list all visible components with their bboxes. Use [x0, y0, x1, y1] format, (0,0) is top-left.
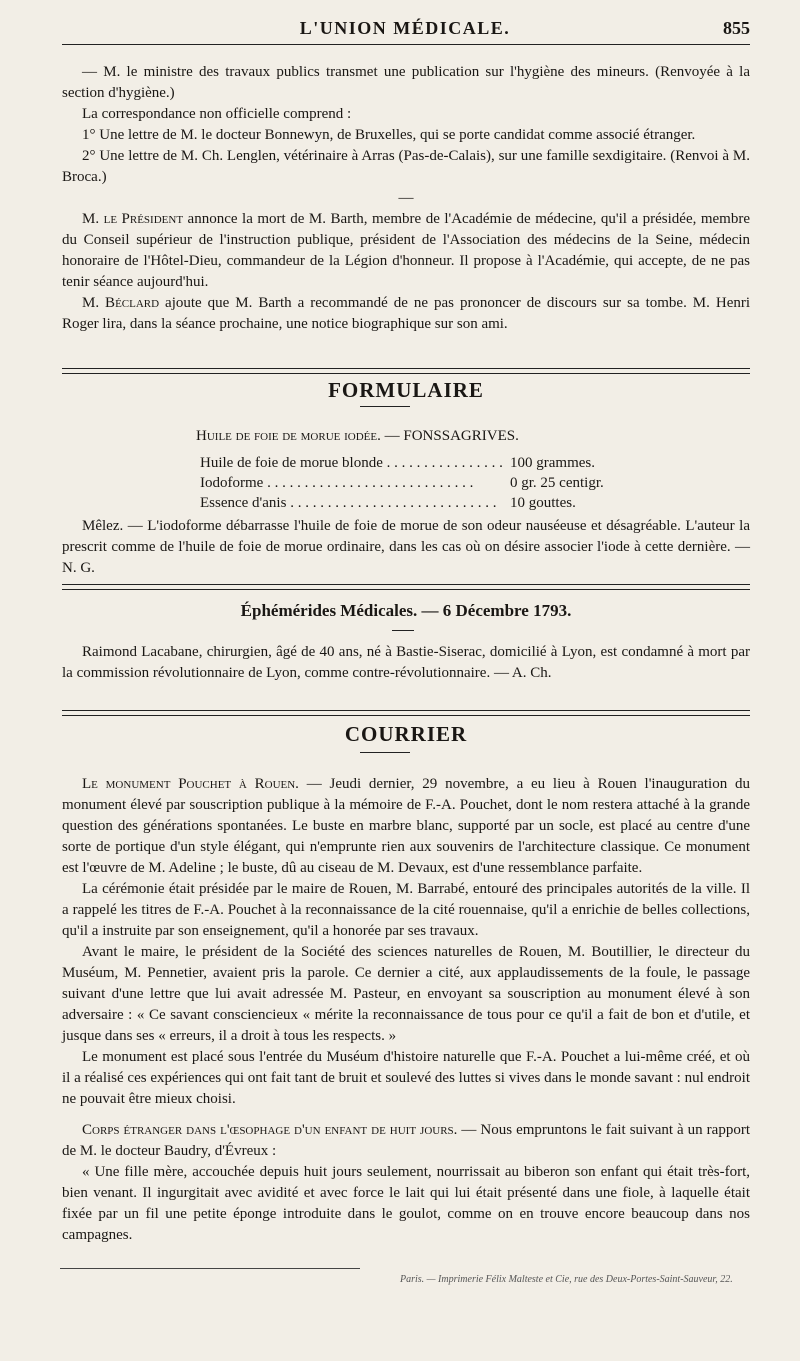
section-double-rule [62, 368, 750, 374]
paragraph: 1° Une lettre de M. le docteur Bonnewyn, de Bruxelles, qui se porte candidat comme associé étranger. [82, 127, 696, 143]
footer-rule [60, 1268, 360, 1269]
paragraph [62, 774, 750, 879]
section-heading-formulaire: FORMULAIRE [328, 378, 484, 402]
recipe-ingredients [200, 453, 630, 513]
ephemerides-heading: Éphémérides Médicales. — 6 Décembre 1793. [240, 601, 572, 620]
separator-dash: — [398, 190, 414, 206]
page-number: 855 [723, 18, 750, 38]
printer-imprint: Paris. — Imprimerie Félix Malteste et Cie, rue des Deux-Portes-Saint-Sauveur, 22. [400, 1274, 733, 1285]
paragraph [62, 1120, 750, 1162]
section-heading-courrier: COURRIER [344, 722, 468, 746]
section-double-rule [62, 710, 750, 716]
paragraph: Raimond Lacabane, chirurgien, âgé de 40 ans, né à Bastie-Siserac, domicilié à Lyon, est condamné à mort par la commission révolutionnaire de Lyon, comme contre-révolutionnaire. — A. Ch. [62, 644, 750, 681]
paragraph-text: — Nous empruntons le fait suivant à un rapport de M. le docteur Baudry, d'Évreux : [62, 1122, 750, 1159]
recipe-name: Huile de foie de morue iodée. [196, 428, 381, 444]
paragraph: Avant le maire, le président de la Société des sciences naturelles de Rouen, M. Boutillier, le directeur du Muséum, M. Pennetier, avaient pris la parole. Ce dernier a cité, aux applaudissements de la foule, le passage suivant d'une lettre que lui avait adressée M. Pasteur, en envoyant sa souscription au monument élevé à son adversaire : « Ce savant consciencieux « mérite la reconnaissance de tous pour ce qu'il a fait de bon et d'utile, et jusque dans ses « erreurs, il a droit à tous les respects. » [62, 944, 750, 1044]
speaker: M. le Président [82, 211, 184, 227]
journal-title: L'UNION MÉDICALE. [299, 18, 511, 38]
ingredient-name: Huile de foie de morue blonde . . . [200, 453, 502, 473]
paragraph-text: annonce la mort de M. Barth, membre de l'Académie de médecine, qu'il a présidée, membre du Conseil supérieur de l'instruction publique, président de l'Association des médecins de la Seine, médecin honoraire de l'Hôtel-Dieu, commandeur de la Légion d'honneur. Il propose à l'Académie, qui accepte, de ne pas tenir séance aujourd'hui. [62, 211, 751, 290]
paragraph: — M. le ministre des travaux publics transmet une publication sur l'hygiène des mineurs. (Renvoyée à la section d'hygiène.) [62, 64, 750, 101]
ingredient-qty: 0 gr. 25 centigr. [510, 475, 604, 491]
short-rule [392, 630, 414, 631]
speaker: M. Béclard [82, 295, 160, 311]
paragraph: La correspondance non officielle comprend : [82, 106, 352, 122]
courrier-body [62, 774, 750, 1246]
ephemerides-text [62, 642, 750, 684]
paragraph: La cérémonie était présidée par le maire de Rouen, M. Barrabé, entouré des principales autorités de la ville. Il a rappelé les titres de F.-A. Pouchet à la reconnaissance de la cité rouennaise, qu'il a enrichie de belles collections, qu'il a instruite par son enseignement, qu'il a honorée par ses travaux. [62, 881, 750, 939]
ingredient-qty: 100 grammes. [510, 455, 595, 471]
paragraph [62, 209, 750, 293]
ingredient-name: Essence d'anis . . . [200, 493, 502, 513]
header-rule [62, 44, 750, 45]
section-double-rule [62, 584, 750, 590]
paragraph: « Une fille mère, accouchée depuis huit jours seulement, nourrissait au biberon son enfant qui était très-fort, bien venant. Il ingurgitait avec avidité et avec force le lait qui lui était présenté dans une fiole, à laquelle était fixée par un fil une petite éponge introduite dans le goulot, comme on en trouve encore beaucoup dans nos campagnes. [62, 1164, 750, 1243]
academy-proceedings [62, 62, 750, 335]
short-rule [360, 406, 410, 407]
news-title: Le monument Pouchet à Rouen. [82, 776, 299, 792]
recipe-title [196, 426, 750, 447]
ingredient-row [200, 473, 630, 493]
ingredient-row [200, 453, 630, 473]
paragraph: 2° Une lettre de M. Ch. Lenglen, vétérinaire à Arras (Pas-de-Calais), sur une famille sexdigitaire. (Renvoi à M. Broca.) [62, 148, 750, 185]
paragraph-text: — Jeudi dernier, 29 novembre, a eu lieu à Rouen l'inauguration du monument élevé par souscription publique à la mémoire de F.-A. Pouchet, dont le nom restera attaché à la grande question des générations spontanées. Le buste en marbre blanc, supporté par un socle, est placé au centre d'une sorte de portique d'un style élégant, qui n'emprunte rien aux souvenirs de l'architecture classique. Ce monument est l'œuvre de M. Adeline ; le buste, dû au ciseau de M. Devaux, est d'une ressemblance parfaite. [62, 776, 750, 876]
paragraph: Mêlez. — L'iodoforme débarrasse l'huile de foie de morue de son odeur nauséeuse et désagréable. L'auteur la prescrit comme de l'huile de foie de morue ordinaire, dans les cas où on désire associer l'iode à cette dernière. — N. G. [62, 518, 750, 576]
running-header [60, 18, 750, 46]
recipe-author: — FONSSAGRIVES. [380, 428, 519, 444]
formulaire-text [62, 516, 750, 579]
paragraph: Le monument est placé sous l'entrée du Muséum d'histoire naturelle que F.-A. Pouchet a lui-même créé, et où il a réalisé ces expériences qui ont fait tant de bruit et soulevé des luttes si vives dans le monde savant : nul endroit ne pouvait être mieux choisi. [62, 1049, 750, 1107]
ingredient-row [200, 493, 630, 513]
news-title: Corps étranger dans l'œsophage d'un enfant de huit jours. [82, 1122, 458, 1138]
ingredient-name: Iodoforme . . . [200, 473, 502, 493]
ingredient-qty: 10 gouttes. [510, 495, 576, 511]
short-rule [360, 752, 410, 753]
paragraph-text: ajoute que M. Barth a recommandé de ne pas prononcer de discours sur sa tombe. M. Henri Roger lira, dans la séance prochaine, une notice biographique sur son ami. [62, 295, 751, 332]
paragraph [62, 293, 750, 335]
